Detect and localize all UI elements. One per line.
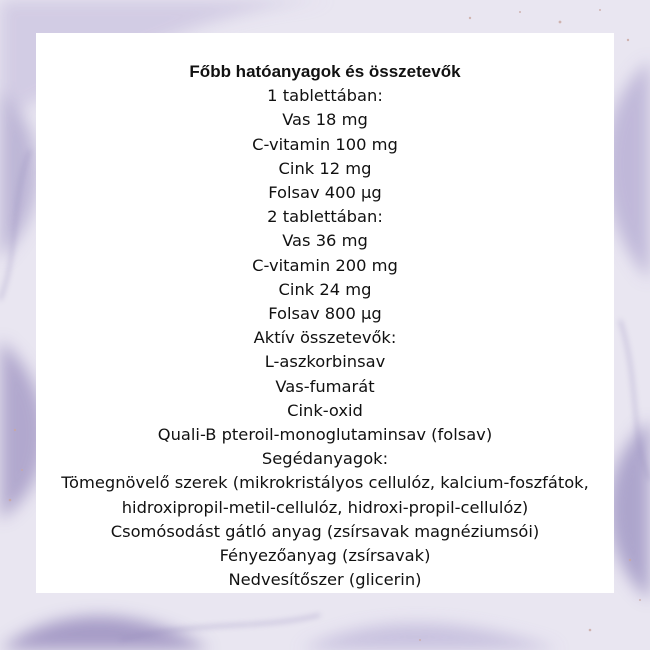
ingredient-line: C-vitamin 100 mg <box>252 134 398 154</box>
ingredients-heading: Főbb hatóanyagok és összetevők <box>189 62 461 81</box>
ingredient-line: Nedvesítőszer (glicerin) <box>228 570 422 590</box>
ingredient-line: Fényezőanyag (zsírsavak) <box>219 546 431 566</box>
ingredient-line: Cink-oxid <box>287 400 363 420</box>
ingredient-line: Vas-fumarát <box>275 376 375 396</box>
ingredient-line: Segédanyagok: <box>261 449 389 469</box>
ingredient-line: Vas 18 mg <box>282 110 368 130</box>
ingredient-line: Quali-B pteroil-monoglutaminsav (folsav) <box>157 425 493 445</box>
ingredient-line: Csomósodást gátló anyag (zsírsavak magnéziumsói) <box>110 521 540 541</box>
ingredient-line: Cink 24 mg <box>278 279 372 299</box>
ingredient-line: Cink 12 mg <box>278 158 372 178</box>
ingredient-line: 1 tablettában: <box>267 86 383 106</box>
ingredient-line: L-aszkorbinsav <box>264 352 386 372</box>
ingredient-line: Folsav 400 µg <box>268 183 382 203</box>
ingredient-line: Tömegnövelő szerek (mikrokristályos cellulóz, kalcium-foszfátok, <box>61 473 589 493</box>
ingredient-line: Vas 36 mg <box>282 231 368 251</box>
ingredients-card <box>36 33 614 593</box>
ingredient-line: Aktív összetevők: <box>253 328 397 348</box>
ingredient-line: 2 tablettában: <box>267 207 383 227</box>
ingredient-line: C-vitamin 200 mg <box>252 255 398 275</box>
ingredient-line: Folsav 800 µg <box>268 304 382 324</box>
ingredient-line: hidroxipropil-metil-cellulóz, hidroxi-propil-cellulóz) <box>121 497 529 517</box>
